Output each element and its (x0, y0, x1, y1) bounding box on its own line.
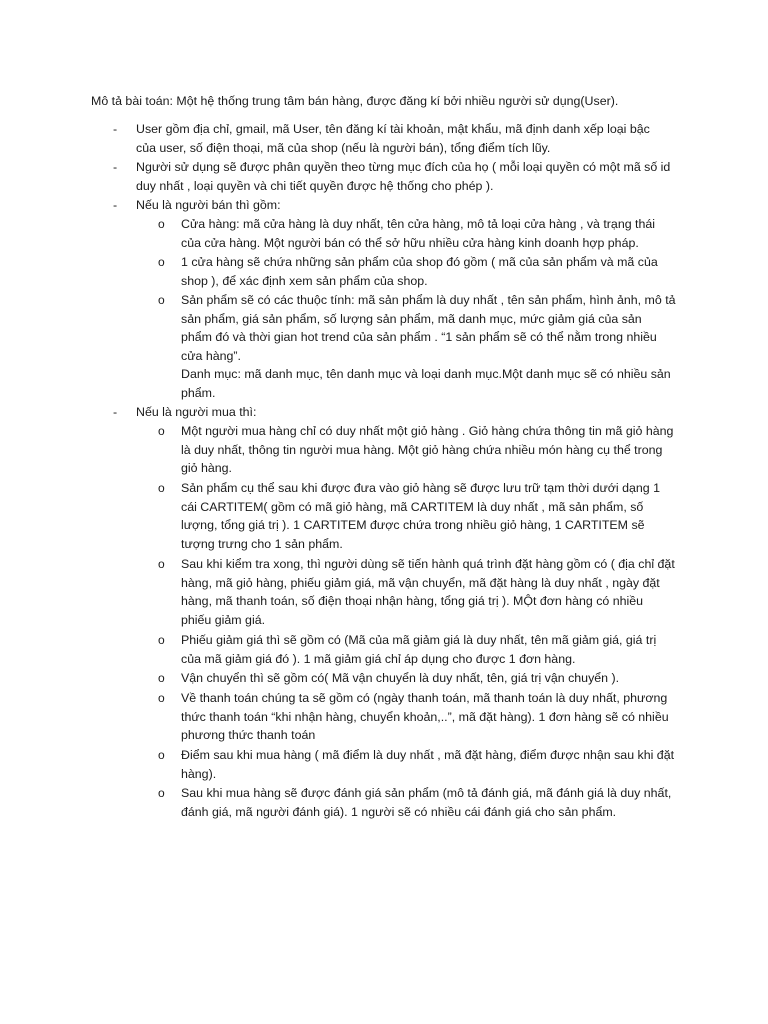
sub-list-item-text: Điểm sau khi mua hàng ( mã điểm là duy nhất , mã đặt hàng, điểm được nhận sau khi đặt hàng). (181, 748, 675, 781)
sub-list-item-text: Sau khi mua hàng sẽ được đánh giá sản phẩm (mô tả đánh giá, mã đánh giá là duy nhất, đánh giá, mã người đánh giá). 1 người sẽ có nhiều cái đánh giá cho sản phẩm. (181, 786, 672, 819)
circle-bullet-icon: o (158, 786, 165, 800)
list-item-text: Nếu là người bán thì gồm: (136, 198, 281, 212)
list-item (0, 196, 671, 215)
list-item-text: Người sử dụng sẽ được phân quyền theo từng mục đích của họ ( mỗi loại quyền có một mã số id duy nhất , loại quyền và chi tiết quyền được hệ thống cho phép ). (136, 160, 671, 193)
list-item-text: Nếu là người mua thì: (136, 405, 257, 419)
sub-list-item-text: Cửa hàng: mã cửa hàng là duy nhất, tên cửa hàng, mô tả loại cửa hàng , và trạng thái của cửa hàng. Một người bán có thể sở hữu nhiều cửa hàng kinh doanh hợp pháp. (181, 217, 656, 250)
list-item (0, 158, 671, 195)
page-title: Mô tả bài toán: Một hệ thống trung tâm bán hàng, được đăng kí bởi nhiều người sử dụng(User). (91, 94, 619, 108)
sub-list-item (0, 669, 676, 688)
sub-list-item (0, 215, 676, 252)
list-item (0, 403, 671, 422)
sub-list-item-text: Phiếu giảm giá thì sẽ gồm có (Mã của mã giảm giá là duy nhất, tên mã giảm giá, giá trị của mã giảm giá đó ). 1 mã giảm giá chỉ áp dụng cho được 1 đơn hàng. (181, 633, 657, 666)
sub-list-item (0, 253, 676, 290)
circle-bullet-icon: o (158, 255, 165, 269)
sub-list-item-text: 1 cửa hàng sẽ chứa những sản phẩm của shop đó gồm ( mã của sản phẩm và mã của shop ), để xác định xem sản phẩm của shop. (181, 255, 658, 288)
sub-list-item (0, 555, 676, 630)
sub-list (0, 422, 768, 821)
sub-list-item (0, 422, 676, 478)
circle-bullet-icon: o (158, 748, 165, 762)
main-list (0, 120, 768, 821)
sub-list-item (0, 689, 676, 745)
circle-bullet-icon: o (158, 633, 165, 647)
sub-list-item-text: Một người mua hàng chỉ có duy nhất một giỏ hàng . Giỏ hàng chứa thông tin mã giỏ hàng là duy nhất, thông tin người mua hàng. Một giỏ hàng chứa nhiều món hàng cụ thể trong giỏ hàng. (181, 424, 674, 476)
sub-list-item (0, 631, 676, 668)
circle-bullet-icon: o (158, 293, 165, 307)
sub-list-item (0, 746, 676, 783)
sub-list-item (0, 291, 676, 365)
sub-list-item-text: Về thanh toán chúng ta sẽ gồm có (ngày thanh toán, mã thanh toán là duy nhất, phương thức thanh toán “khi nhận hàng, chuyển khoản,..”, mã đặt hàng). 1 đơn hàng sẽ có nhiều phương thức thanh toán (181, 691, 669, 743)
circle-bullet-icon: o (158, 217, 165, 231)
list-item (0, 120, 671, 157)
dash-bullet: - (113, 198, 118, 212)
sub-list-item (0, 784, 676, 821)
circle-bullet-icon: o (158, 671, 165, 685)
sub-list-item (0, 479, 676, 554)
list-item-text: User gồm địa chỉ, gmail, mã User, tên đăng kí tài khoản, mật khẩu, mã định danh xếp loại bậc của user, số điện thoại, mã của shop (nếu là người bán), tổng điểm tích lũy. (136, 122, 650, 155)
circle-bullet-icon: o (158, 557, 165, 571)
sub-list-item-text: Sau khi kiểm tra xong, thì người dùng sẽ tiến hành quá trình đặt hàng gồm có ( địa chỉ đặt hàng, mã giỏ hàng, phiếu giảm giá, mã vận chuyển, mã đặt hàng là duy nhất , ngày đặt hàng, mã thanh toán, số điện thoại nhận hàng, tổng giá trị ). MỘt đơn hàng có nhiều phiếu giảm giá. (181, 557, 675, 627)
sub-list-item-text: Sản phẩm cụ thể sau khi được đưa vào giỏ hàng sẽ được lưu trữ tạm thời dưới dạng 1 cái CARTITEM( gồm có mã giỏ hàng, mã CARTITEM là duy nhất , mã sản phẩm, số lượng, tổng giá trị ). 1 CARTITEM được chứa trong nhiều giỏ hàng, 1 CARTITEM sẽ tượng trưng cho 1 sản phẩm. (181, 481, 661, 551)
sub-list-item-text: Sản phẩm sẽ có các thuộc tính: mã sản phẩm là duy nhất , tên sản phẩm, hình ảnh, mô tả sản phẩm, giá sản phẩm, số lượng sản phẩm, mã danh mục, mức giảm giá của sản phẩm đó và thời gian hot trend của sản phẩm . “1 sản phẩm sẽ có thể nằm trong nhiều cửa hàng”. (181, 293, 676, 363)
circle-bullet-icon: o (158, 691, 165, 705)
sub-list-item-text: Vận chuyển thì sẽ gồm có( Mã vận chuyển là duy nhất, tên, giá trị vận chuyển ). (181, 671, 620, 685)
dash-bullet: - (113, 405, 118, 419)
sub-list (0, 215, 768, 402)
dash-bullet: - (113, 160, 118, 174)
circle-bullet-icon: o (158, 481, 165, 495)
sub-list-extra-text: Danh mục: mã danh mục, tên danh mục và loại danh mục.Một danh mục sẽ có nhiều sản phẩm. (181, 367, 671, 400)
circle-bullet-icon: o (158, 424, 165, 438)
dash-bullet: - (113, 122, 118, 136)
